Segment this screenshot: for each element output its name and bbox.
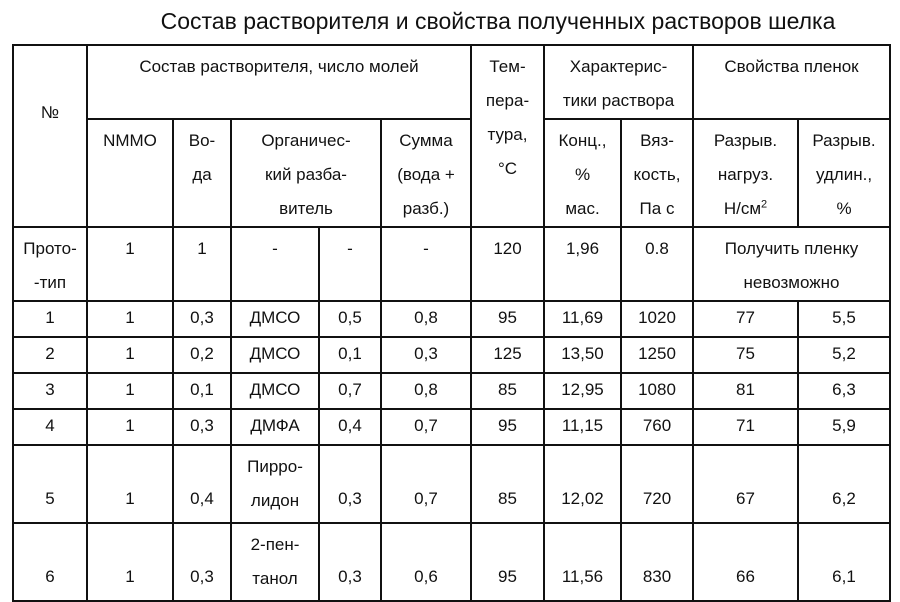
cell-temp: 85: [471, 445, 544, 523]
cell-elong: 6,3: [798, 373, 890, 409]
cell-visc: 720: [621, 445, 693, 523]
table-row: [13, 301, 890, 337]
cell-load: 66: [693, 523, 798, 601]
cell-conc: 11,56: [544, 523, 621, 601]
header-water: Во- да: [173, 119, 231, 227]
header-elongation: Разрыв. удлин., %: [798, 119, 890, 227]
cell-elong: 5,9: [798, 409, 890, 445]
header-row-2: [13, 119, 890, 227]
table-row: [13, 523, 890, 601]
table-row: [13, 409, 890, 445]
table-title: Состав растворителя и свойства полученных растворов шелка: [160, 8, 836, 34]
cell-num: 2: [13, 337, 87, 373]
cell-nmmo: 1: [87, 373, 173, 409]
cell-nmmo: 1: [87, 337, 173, 373]
cell-solvent-moles: 0,7: [319, 373, 381, 409]
header-tensile-load-text: Разрыв. нагруз. Н/см: [713, 131, 778, 218]
cell-solvent: ДМСО: [231, 301, 319, 337]
cell-solvent: ДМФА: [231, 409, 319, 445]
cell-conc: 13,50: [544, 337, 621, 373]
cell-water: 0,3: [173, 523, 231, 601]
cell-sum: 0,7: [381, 409, 471, 445]
cell-solvent-moles: 0,4: [319, 409, 381, 445]
cell-solvent-moles: 0,3: [319, 523, 381, 601]
cell-sum: 0,6: [381, 523, 471, 601]
table-row: [13, 445, 890, 523]
cell-water: 0,3: [173, 301, 231, 337]
cell-temp: 95: [471, 409, 544, 445]
table-row-prototype: [13, 227, 890, 301]
cell-conc: 12,02: [544, 445, 621, 523]
cell-solvent: -: [231, 227, 319, 301]
cell-solvent-moles: 0,1: [319, 337, 381, 373]
cell-visc: 760: [621, 409, 693, 445]
header-conc: Конц., % мас.: [544, 119, 621, 227]
cell-num: Прото- -тип: [13, 227, 87, 301]
cell-temp: 95: [471, 523, 544, 601]
cell-nmmo: 1: [87, 445, 173, 523]
cell-solvent-moles: -: [319, 227, 381, 301]
cell-solvent-moles: 0,3: [319, 445, 381, 523]
cell-elong: 5,5: [798, 301, 890, 337]
cell-temp: 95: [471, 301, 544, 337]
cell-nmmo: 1: [87, 301, 173, 337]
cell-water: 0,4: [173, 445, 231, 523]
cell-load: 77: [693, 301, 798, 337]
cell-solvent: ДМСО: [231, 373, 319, 409]
cell-conc: 1,96: [544, 227, 621, 301]
cell-solvent: 2-пен- танол: [231, 523, 319, 601]
cell-temp: 120: [471, 227, 544, 301]
cell-conc: 12,95: [544, 373, 621, 409]
header-num: №: [13, 45, 87, 227]
cell-visc: 1080: [621, 373, 693, 409]
header-sum: Сумма (вода + разб.): [381, 119, 471, 227]
cell-num: 5: [13, 445, 87, 523]
cell-film-note: Получить пленку невозможно: [693, 227, 890, 301]
header-nmmo: NMMO: [87, 119, 173, 227]
header-tensile-load: [693, 119, 798, 227]
cell-sum: 0,8: [381, 301, 471, 337]
cell-sum: 0,3: [381, 337, 471, 373]
cell-sum: 0,8: [381, 373, 471, 409]
cell-num: 3: [13, 373, 87, 409]
cell-solvent-moles: 0,5: [319, 301, 381, 337]
cell-load: 81: [693, 373, 798, 409]
header-temperature: Тем- пера- тура, °С: [471, 45, 544, 227]
cell-visc: 1250: [621, 337, 693, 373]
cell-water: 0,1: [173, 373, 231, 409]
cell-load: 67: [693, 445, 798, 523]
cell-visc: 830: [621, 523, 693, 601]
header-row-1: [13, 45, 890, 119]
cell-water: 0,2: [173, 337, 231, 373]
cell-solvent: Пирро- лидон: [231, 445, 319, 523]
results-table: [12, 44, 891, 602]
cell-visc: 1020: [621, 301, 693, 337]
cell-load: 71: [693, 409, 798, 445]
cell-num: 6: [13, 523, 87, 601]
cell-num: 4: [13, 409, 87, 445]
header-film-group: Свойства пленок: [693, 45, 890, 119]
cell-conc: 11,69: [544, 301, 621, 337]
header-solvent-group: Состав растворителя, число молей: [87, 45, 471, 119]
cell-sum: -: [381, 227, 471, 301]
cell-temp: 125: [471, 337, 544, 373]
cell-nmmo: 1: [87, 409, 173, 445]
cell-num: 1: [13, 301, 87, 337]
cell-visc: 0.8: [621, 227, 693, 301]
cell-elong: 6,2: [798, 445, 890, 523]
cell-temp: 85: [471, 373, 544, 409]
header-visc: Вяз- кость, Па с: [621, 119, 693, 227]
cell-load: 75: [693, 337, 798, 373]
table-row: [13, 337, 890, 373]
cell-water: 0,3: [173, 409, 231, 445]
cell-nmmo: 1: [87, 227, 173, 301]
header-organic: Органичес- кий разба- витель: [231, 119, 381, 227]
header-solution-group: Характерис- тики раствора: [544, 45, 693, 119]
cell-nmmo: 1: [87, 523, 173, 601]
table-row: [13, 373, 890, 409]
cell-conc: 11,15: [544, 409, 621, 445]
cell-sum: 0,7: [381, 445, 471, 523]
cell-elong: 5,2: [798, 337, 890, 373]
header-tensile-load-sup: 2: [761, 198, 768, 211]
cell-water: 1: [173, 227, 231, 301]
cell-solvent: ДМСО: [231, 337, 319, 373]
cell-elong: 6,1: [798, 523, 890, 601]
